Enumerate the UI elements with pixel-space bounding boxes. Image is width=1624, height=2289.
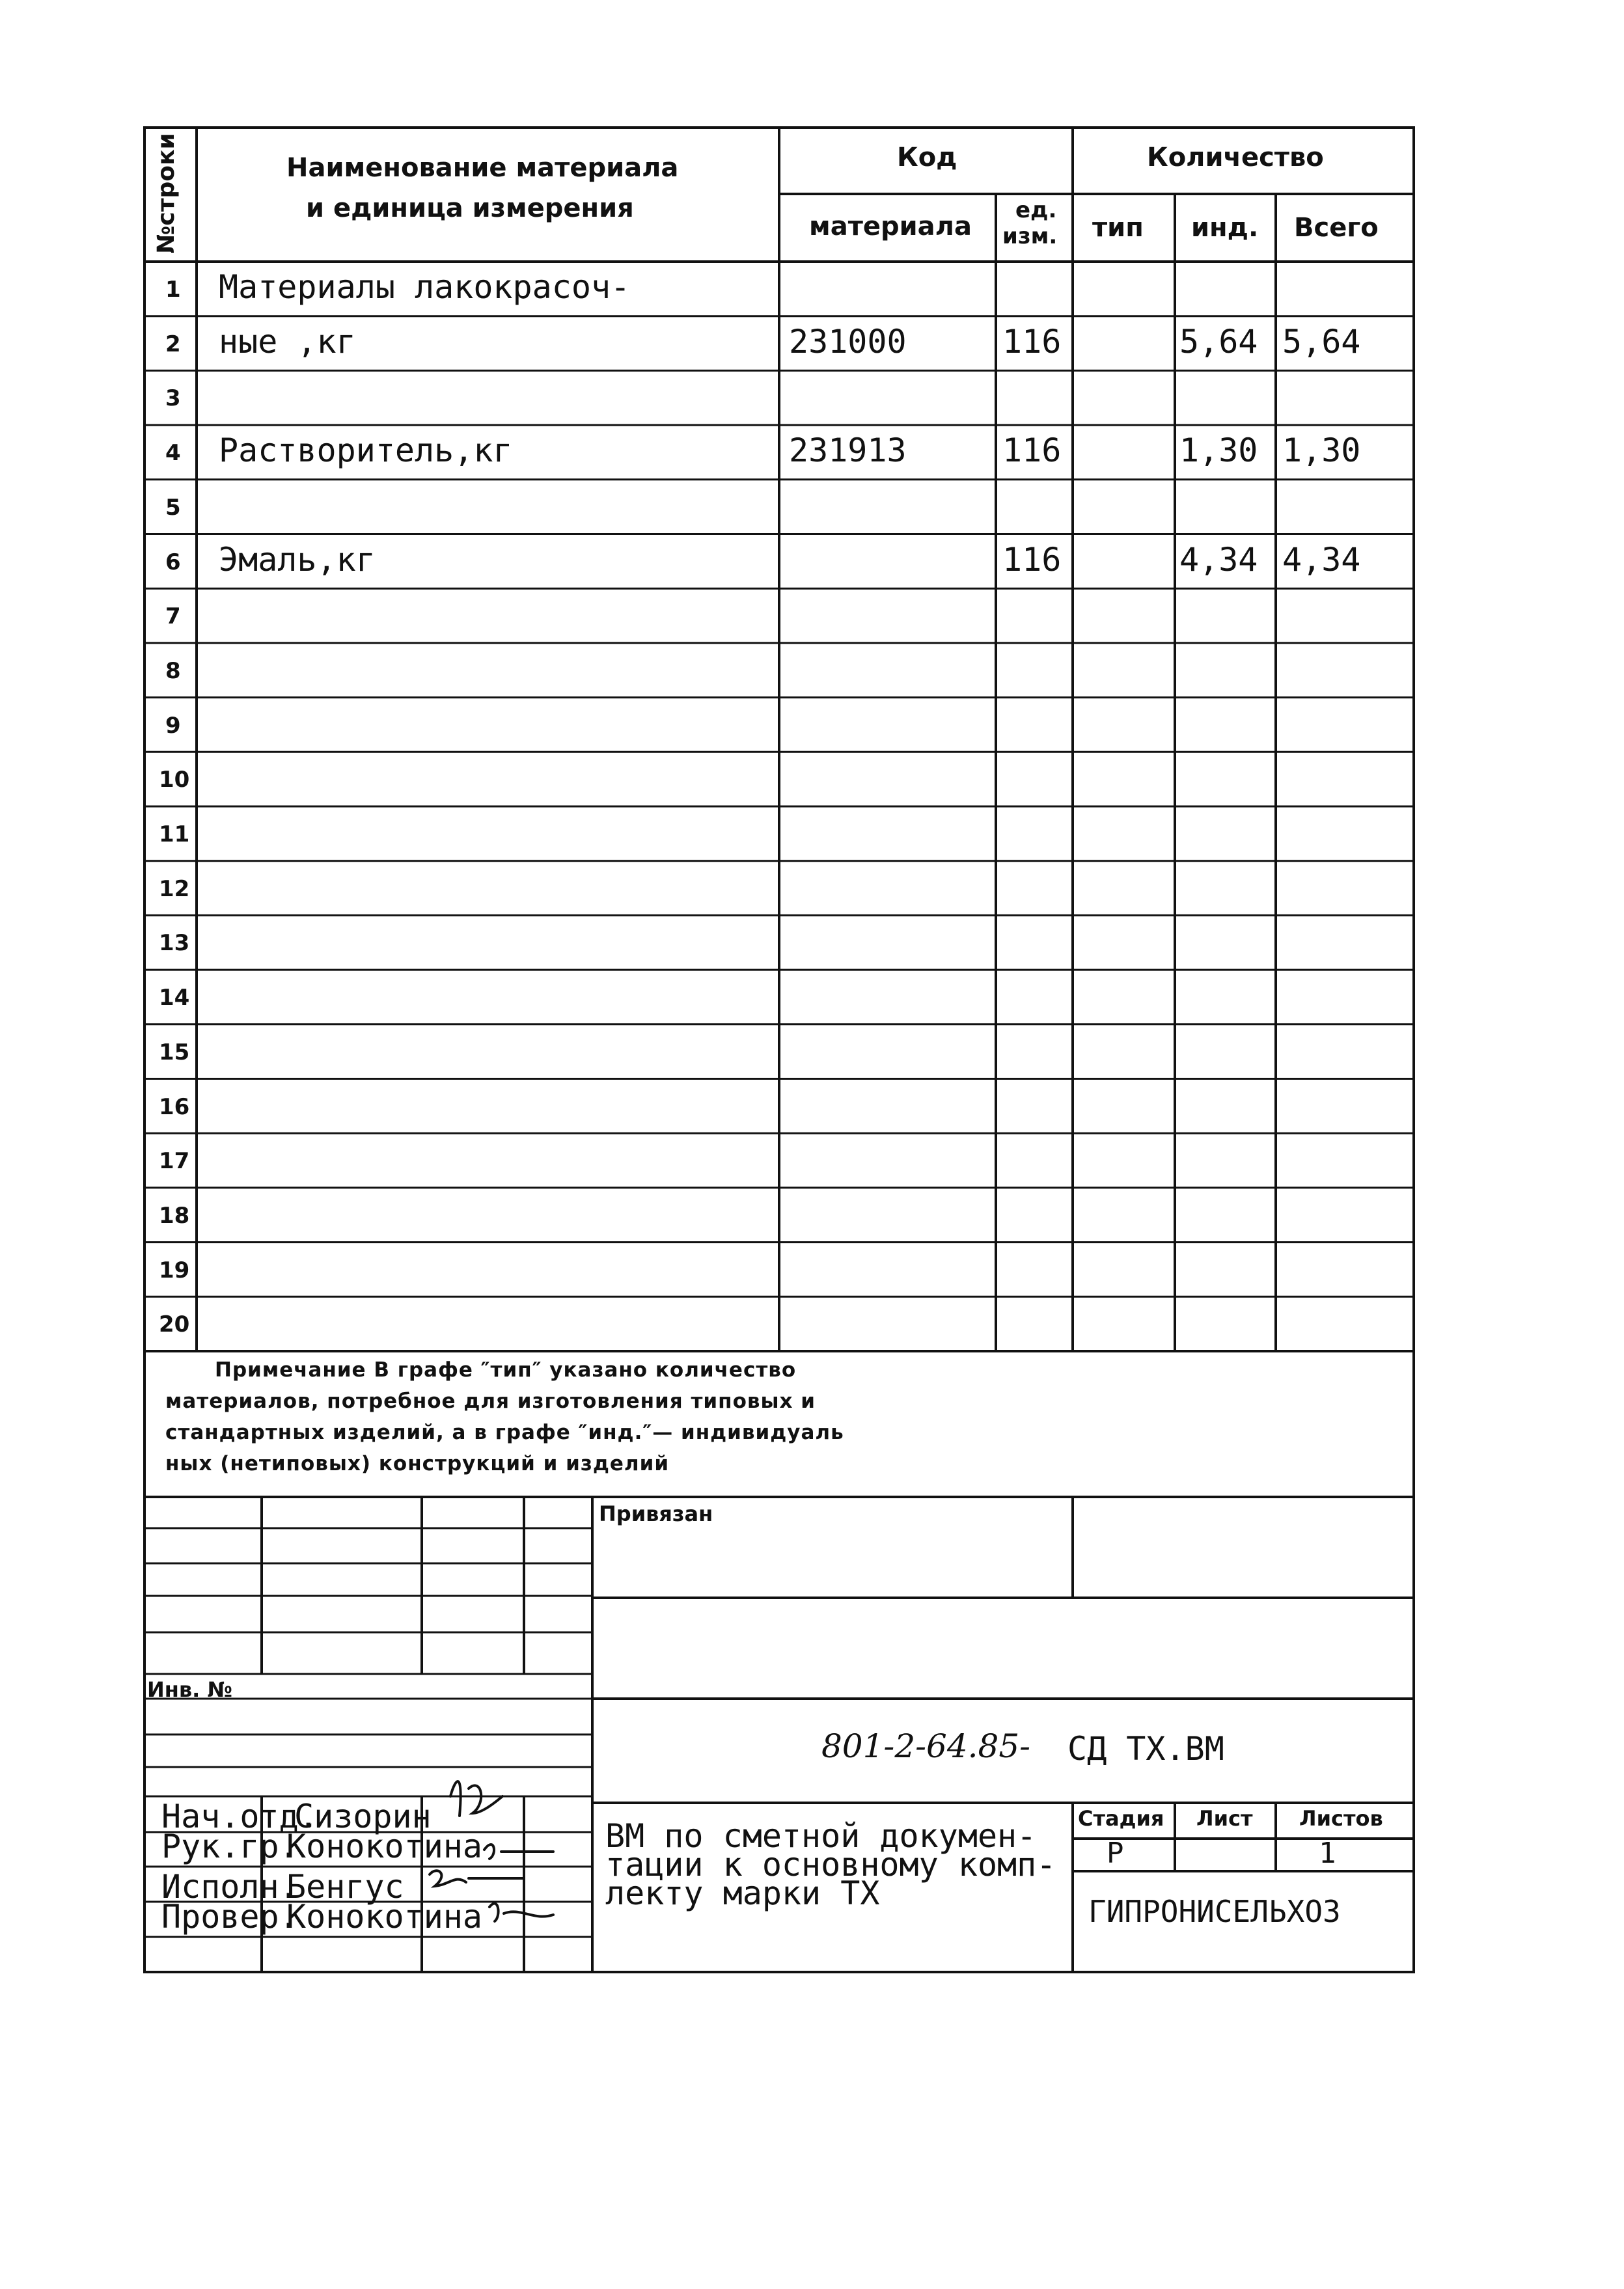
note-line-2: материалов, потребное для изготовления типовых и: [165, 1390, 816, 1413]
material-code-header: материала: [809, 212, 972, 241]
cell-unit: 116: [1002, 540, 1062, 579]
row-number: 5: [165, 494, 181, 521]
row-number: 18: [159, 1202, 190, 1229]
cell-ind: 4,34: [1179, 540, 1258, 579]
sheets-value: 1: [1319, 1837, 1336, 1870]
row-number: 10: [159, 767, 190, 793]
note-line-1: Примечание В графе ″тип″ указано количество: [215, 1358, 797, 1382]
document-mark: СД ТХ.ВМ: [1067, 1730, 1224, 1768]
document-title-line-2: тации к основному комп-: [605, 1846, 1056, 1884]
row-number: 4: [165, 440, 181, 467]
row-number: 16: [159, 1093, 190, 1120]
sheet-label: Лист: [1196, 1806, 1253, 1831]
quantity-header: Количество: [1147, 143, 1324, 172]
cell-unit: 116: [1002, 432, 1062, 470]
material-name-header: Наименование материала: [286, 153, 679, 183]
unit-code-header-1: ед.: [1015, 197, 1057, 223]
signature-role-4: Провер.: [161, 1898, 299, 1936]
signature-name-3: Бенгус: [286, 1868, 404, 1906]
row-number: 9: [165, 712, 181, 739]
cell-total: 4,34: [1282, 540, 1361, 579]
cell-name: Растворитель,кг: [219, 432, 513, 470]
cell-code: 231000: [789, 322, 907, 361]
signature-name-1: Сизорин: [294, 1798, 432, 1835]
row-number: 11: [159, 821, 190, 847]
cell-name: Материалы лакокрасоч-: [219, 268, 631, 306]
sheets-label: Листов: [1299, 1806, 1383, 1831]
row-number: 13: [159, 930, 190, 957]
cell-ind: 5,64: [1179, 322, 1258, 361]
cell-total: 1,30: [1282, 432, 1361, 470]
code-header: Код: [897, 143, 957, 172]
unit-code-header-2: изм.: [1002, 223, 1058, 249]
ind-header: инд.: [1191, 213, 1259, 243]
signature-name-2: Конокотина: [286, 1828, 483, 1865]
inventory-number-label: Инв. №: [147, 1677, 232, 1702]
row-number: 1: [165, 277, 181, 303]
document-code: 801-2-64.85-: [821, 1727, 1031, 1765]
row-number: 14: [159, 985, 190, 1011]
type-header: тип: [1092, 213, 1144, 243]
document-title-line-1: ВМ по сметной докумен-: [605, 1817, 1037, 1855]
unit-header: и единица измерения: [306, 193, 634, 223]
row-number: 6: [165, 549, 181, 575]
cell-code: 231913: [789, 432, 907, 470]
note-line-3: стандартных изделий, а в графе ″инд.″— индивидуаль: [165, 1421, 844, 1444]
row-number: 17: [159, 1148, 190, 1175]
organization-name: ГИПРОНИСЕЛЬХОЗ: [1088, 1894, 1341, 1929]
row-number-header: №строки: [153, 133, 180, 254]
signature-role-1: Нач.отд.: [161, 1798, 318, 1835]
signature-role-2: Рук.гр.: [161, 1828, 299, 1865]
linked-label: Привязан: [599, 1501, 713, 1526]
cell-name: ные ,кг: [219, 322, 356, 361]
total-header: Всего: [1294, 213, 1379, 243]
row-number: 15: [159, 1039, 190, 1065]
note-line-4: ных (нетиповых) конструкций и изделий: [165, 1452, 670, 1475]
row-number: 19: [159, 1257, 190, 1283]
row-number: 7: [165, 603, 181, 630]
row-number: 3: [165, 385, 181, 412]
cell-name: Эмаль,кг: [219, 540, 376, 579]
stage-value: Р: [1107, 1837, 1124, 1870]
cell-ind: 1,30: [1179, 432, 1258, 470]
row-number: 12: [159, 875, 190, 902]
row-number: 2: [165, 331, 181, 357]
signature-name-4: Конокотина: [286, 1898, 483, 1936]
signature-role-3: Исполн.: [161, 1868, 299, 1906]
stage-label: Стадия: [1078, 1806, 1164, 1831]
cell-total: 5,64: [1282, 322, 1361, 361]
row-number: 8: [165, 657, 181, 684]
document-title-line-3: лекту марки ТХ: [605, 1874, 880, 1912]
row-number: 20: [159, 1311, 190, 1338]
cell-unit: 116: [1002, 322, 1062, 361]
